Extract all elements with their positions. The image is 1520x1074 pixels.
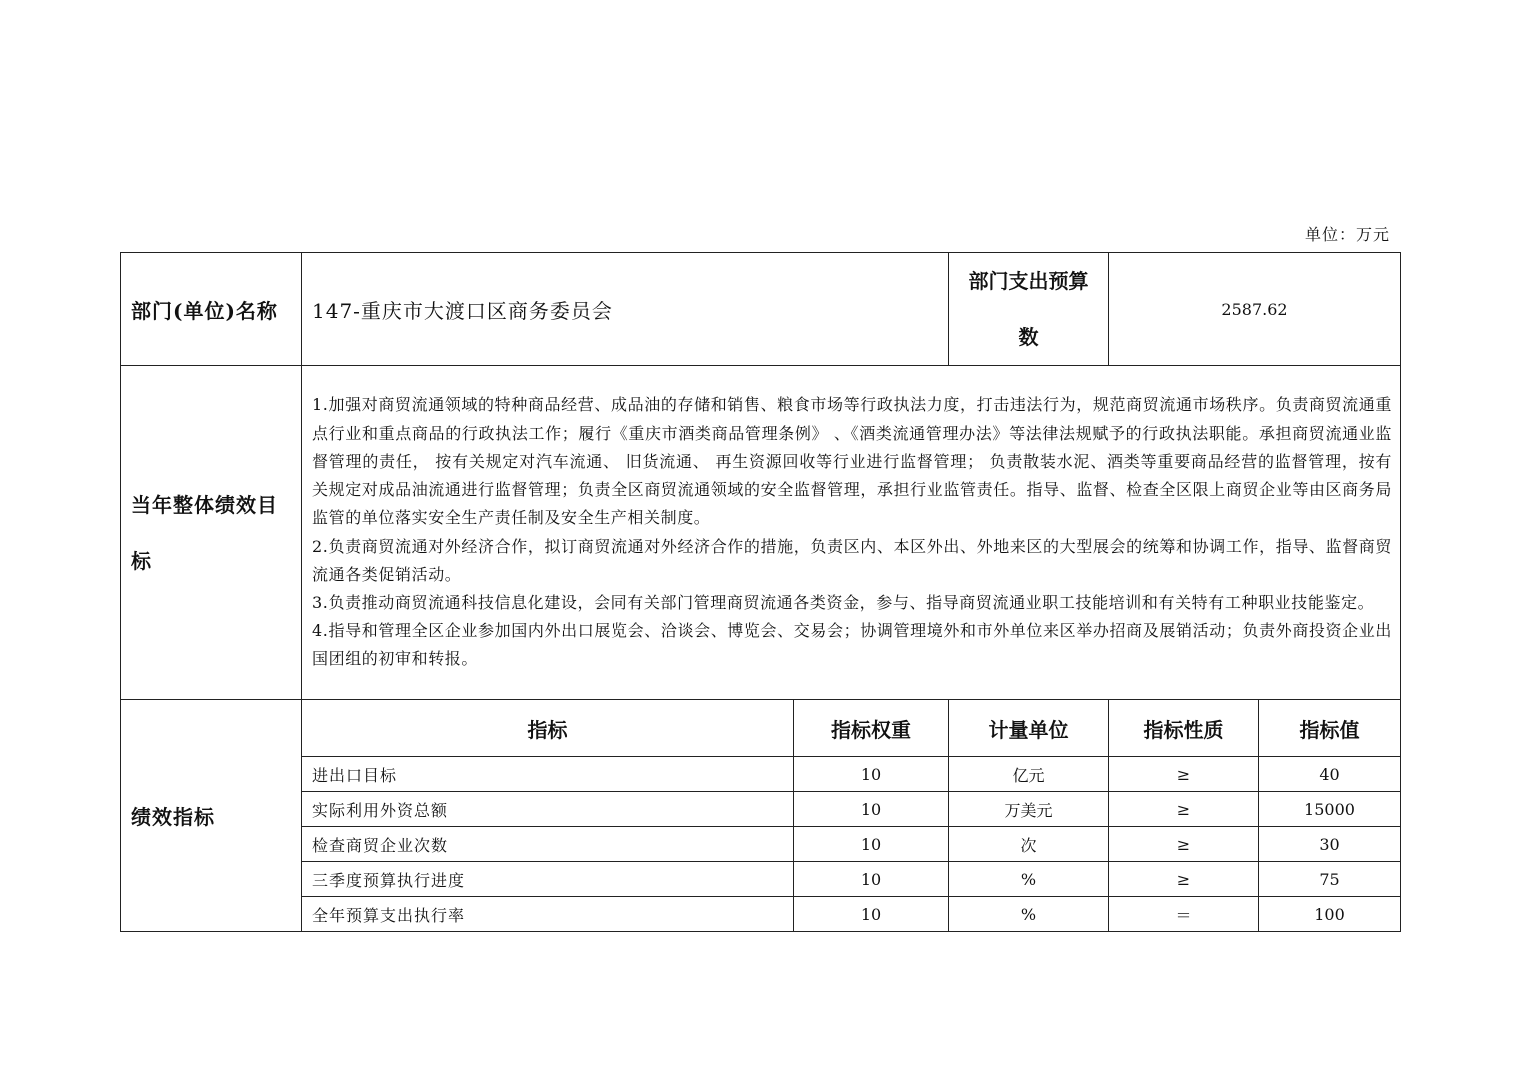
indicator-nature: ≥ [1109, 757, 1259, 792]
indicator-value: 15000 [1259, 792, 1401, 827]
goals-label [121, 366, 302, 700]
indicator-nature: ≥ [1109, 827, 1259, 862]
goal-item-2: 2.负责商贸流通对外经济合作，拟订商贸流通对外经济合作的措施，负责区内、本区外出、外地来区的大型展会的统筹和协调工作，指导、监督商贸流通各类促销活动。 [312, 536, 1393, 584]
header-unit: 计量单位 [949, 700, 1109, 757]
goal-item-3: 3.负责推动商贸流通科技信息化建设，会同有关部门管理商贸流通各类资金，参与、指导商贸流通业职工技能培训和有关特有工种职业技能鉴定。 [312, 592, 1375, 612]
budget-label-line1: 部门支出预算 [968, 269, 1089, 293]
indicator-value: 30 [1259, 827, 1401, 862]
goals-label-line1: 当年整体绩效目 [131, 492, 278, 517]
goal-item-4: 4.指导和管理全区企业参加国内外出口展览会、洽谈会、博览会、交易会；协调管理境外和市外单位来区举办招商及展销活动；负责外商投资企业出国团组的初审和转报。 [312, 621, 1393, 669]
header-value: 指标值 [1259, 700, 1401, 757]
indicator-value: 40 [1259, 757, 1401, 792]
goals-text [302, 366, 1401, 700]
department-label: 部门(单位)名称 [121, 253, 302, 366]
indicator-nature: ≥ [1109, 862, 1259, 897]
department-name: 147-重庆市大渡口区商务委员会 [302, 253, 949, 366]
header-weight: 指标权重 [794, 700, 949, 757]
department-row [121, 253, 1401, 366]
table-row [121, 757, 1401, 792]
indicator-unit: 亿元 [949, 757, 1109, 792]
indicator-value: 75 [1259, 862, 1401, 897]
indicator-name: 进出口目标 [302, 757, 794, 792]
indicator-name: 全年预算支出执行率 [302, 897, 794, 932]
indicator-name: 检查商贸企业次数 [302, 827, 794, 862]
indicator-weight: 10 [794, 862, 949, 897]
performance-table [120, 252, 1401, 932]
indicator-name: 三季度预算执行进度 [302, 862, 794, 897]
budget-label [949, 253, 1109, 366]
indicator-weight: 10 [794, 827, 949, 862]
indicators-label: 绩效指标 [121, 700, 302, 932]
goals-label-line2: 标 [131, 548, 152, 573]
indicator-nature: ≥ [1109, 792, 1259, 827]
header-indicator: 指标 [302, 700, 794, 757]
indicator-weight: 10 [794, 757, 949, 792]
goal-item-1: 1.加强对商贸流通领域的特种商品经营、成品油的存储和销售、粮食市场等行政执法力度，打击违法行为，规范商贸流通市场秩序。负责商贸流通重点行业和重点商品的行政执法工作；履行《重庆市酒类商品管理条例》 、《酒类流通管理办法》等法律法规赋予的行政执法职能。承担商贸流通业监督管理的责任， 按有关规定对汽车流通、 旧货流通、 再生资源回收等行业进行监督管理； 负责散装水泥、酒类等重要商品经营的监督管理，按有关规定对成品油流通进行监督管理；负责全区商贸流通领域的安全监督管理，承担行业监管责任。指导、监督、检查全区限上商贸企业等由区商务局监管的单位落实安全生产责任制及安全生产相关制度。 [312, 395, 1393, 528]
indicator-name: 实际利用外资总额 [302, 792, 794, 827]
indicator-unit: % [949, 862, 1109, 897]
table-row [121, 862, 1401, 897]
indicator-unit: % [949, 897, 1109, 932]
indicator-header-row [121, 700, 1401, 757]
indicator-unit: 万美元 [949, 792, 1109, 827]
indicator-weight: 10 [794, 792, 949, 827]
indicator-value: 100 [1259, 897, 1401, 932]
unit-label: 单位：万元 [1304, 225, 1390, 244]
indicator-unit: 次 [949, 827, 1109, 862]
table-row [121, 827, 1401, 862]
indicator-nature: ＝ [1109, 897, 1259, 932]
goals-row [121, 366, 1401, 700]
table-row [121, 897, 1401, 932]
header-nature: 指标性质 [1109, 700, 1259, 757]
table-row [121, 792, 1401, 827]
budget-value: 2587.62 [1109, 253, 1401, 366]
budget-label-line2: 数 [1018, 325, 1039, 349]
indicator-weight: 10 [794, 897, 949, 932]
